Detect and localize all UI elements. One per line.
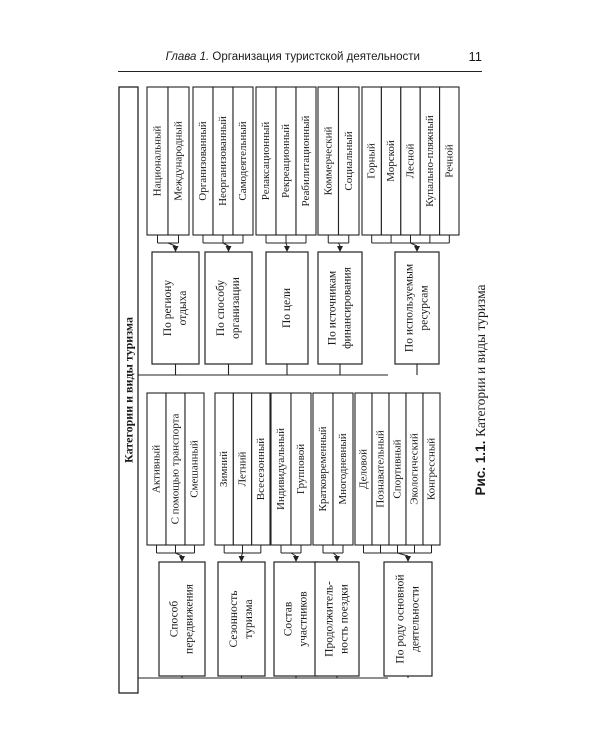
category-box <box>384 562 432 676</box>
arrow-head <box>173 246 179 252</box>
item-label: Групповой <box>295 443 307 495</box>
category-group <box>362 87 459 375</box>
chapter-prefix: Глава 1. <box>165 51 210 63</box>
item-label: Многодневный <box>337 433 349 505</box>
category-box <box>218 562 265 676</box>
page-number: 11 <box>468 49 482 64</box>
arrow-head <box>239 556 245 562</box>
category-group <box>318 87 362 375</box>
item-label: Экологический <box>408 433 421 505</box>
arrow-head <box>334 556 340 562</box>
category-group <box>215 393 270 678</box>
category-label: ресурсам <box>418 285 431 331</box>
item-label: Активный <box>150 444 163 494</box>
item-label: Всесезонный <box>254 437 267 501</box>
root-label: Категории и виды туризма <box>121 317 136 463</box>
arrow-head <box>293 556 299 562</box>
item-label: Международный <box>172 121 185 201</box>
category-box <box>274 562 318 676</box>
item-label: Деловой <box>357 448 370 490</box>
item-label: Горный <box>365 143 378 179</box>
item-label: Купально-пляжный <box>423 115 436 207</box>
item-label: Неорганизованный <box>217 116 229 206</box>
category-label: Состав <box>282 601 295 637</box>
category-label: Продолжитель- <box>323 581 336 657</box>
category-box <box>315 562 359 676</box>
caption-body: Категории и виды туризма <box>472 284 488 437</box>
category-group <box>193 87 253 375</box>
item-label: Организованный <box>197 121 209 201</box>
category-group <box>313 393 359 678</box>
category-group <box>256 87 316 375</box>
item-label: Морской <box>385 140 398 182</box>
item-label: Индивидуальный <box>275 428 287 510</box>
item-label: Конгрессный <box>425 437 438 501</box>
figure-caption <box>473 284 488 495</box>
item-label: Лесной <box>404 143 417 179</box>
category-label: участников <box>297 591 310 647</box>
arrow-head <box>226 246 232 252</box>
item-label: Летний <box>236 451 249 487</box>
category-label: По источникам <box>326 270 339 346</box>
category-label: Сезонность <box>228 590 240 648</box>
chapter-title: Организация туристской деятельности <box>212 51 420 63</box>
arrow-head <box>284 246 290 252</box>
item-label: Коммерческий <box>322 126 335 196</box>
category-label: организации <box>230 277 242 339</box>
item-label: Речной <box>443 144 456 178</box>
category-label: По региону <box>162 279 174 337</box>
category-group <box>147 393 205 678</box>
category-box <box>395 252 439 364</box>
item-label: Познавательный <box>374 430 387 508</box>
category-box <box>159 562 205 676</box>
category-label: туризма <box>243 599 255 639</box>
item-label: Зимний <box>218 450 231 488</box>
category-label: финансирования <box>341 267 354 349</box>
arrow-head <box>179 556 185 562</box>
item-label: Рекреационный <box>280 124 292 198</box>
item-label: Реабилитационный <box>300 115 312 207</box>
category-group <box>271 393 318 678</box>
category-label: По цели <box>281 287 293 329</box>
category-label: отдыха <box>177 290 189 326</box>
category-label: ность поездки <box>338 584 351 654</box>
category-label: Способ <box>168 600 181 638</box>
category-box <box>152 252 199 364</box>
item-label: Смешанный <box>188 440 201 498</box>
item-label: Социальный <box>342 131 355 191</box>
category-label: передвижения <box>183 584 196 654</box>
category-group <box>355 393 440 678</box>
item-label: С помощью транспорта <box>169 413 182 525</box>
arrow-head <box>337 246 343 252</box>
caption-label: Рис. 1.1. <box>472 436 488 496</box>
caption-text <box>473 284 488 495</box>
category-label: По используемым <box>403 263 416 353</box>
category-label: По роду основной <box>394 574 407 664</box>
category-box <box>205 252 252 364</box>
category-label: По способу <box>215 279 227 337</box>
category-columns <box>147 87 459 678</box>
arrow-head <box>405 556 411 562</box>
category-label: деятельности <box>409 586 422 652</box>
item-label: Кратковременный <box>317 426 329 512</box>
item-label: Самодеятельный <box>237 121 249 201</box>
category-box <box>318 252 362 364</box>
item-label: Релаксационный <box>260 121 272 201</box>
item-label: Спортивный <box>391 439 404 499</box>
item-label: Национальный <box>151 125 164 197</box>
arrow-head <box>414 246 420 252</box>
category-group <box>147 87 199 375</box>
